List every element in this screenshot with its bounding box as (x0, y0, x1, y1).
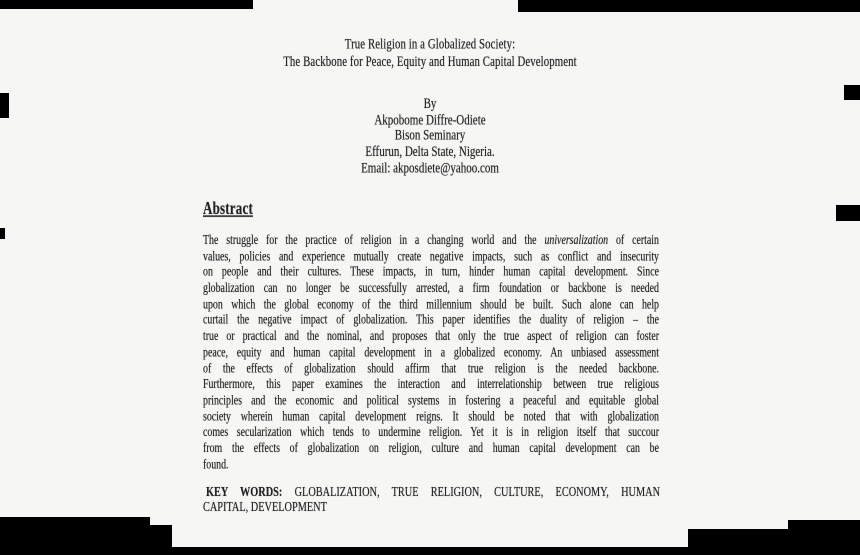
keywords-line1 (203, 485, 660, 500)
scan-edge-artifact-top-right (518, 0, 860, 12)
abstract-line: Furthermore, this paper examines the interaction and interrelationship between true religious (203, 377, 659, 393)
abstract-line: found. (203, 457, 229, 473)
author-block (0, 97, 860, 177)
keywords-block (203, 485, 660, 516)
abstract-line: values, policies and experience mutually create negative impacts, such as conflict and insecurity (203, 249, 659, 265)
keywords-list-part1: GLOBALIZATION, TRUE RELIGION, CULTURE, ECONOMY, HUMAN (282, 485, 661, 501)
abstract-line: principles and the economic and political systems in fostering a peaceful and equitable global (203, 393, 659, 409)
paper-title-line1: True Religion in a Globalized Society: (344, 36, 516, 53)
scan-edge-artifact-right-middle (836, 205, 860, 221)
abstract-heading: Abstract (203, 197, 253, 219)
scan-edge-artifact-bottom-right (688, 529, 860, 555)
paper-title (0, 36, 860, 70)
scan-edge-artifact-bottom-left (0, 517, 150, 555)
keywords-label: KEY WORDS: (206, 485, 283, 501)
byline: By (423, 95, 437, 113)
scan-edge-artifact-left-upper (0, 93, 9, 118)
author-location: Effurun, Delta State, Nigeria. (365, 143, 495, 161)
abstract-line: on people and their cultures. These impacts, in turn, hinder human capital development. Since (203, 265, 659, 281)
keywords-line2: CAPITAL, DEVELOPMENT (203, 500, 327, 516)
abstract-line: of the effects of globalization should affirm that true religion is the needed backbone. (203, 361, 659, 377)
scan-edge-artifact-right-upper (844, 85, 860, 100)
scan-edge-artifact-top-left (0, 0, 253, 9)
abstract-line: peace, equity and human capital development in a globalized economy. An unbiased assessment (203, 345, 659, 361)
scan-edge-artifact-bottom-strip (168, 547, 690, 555)
abstract-line: globalization can no longer be successfully arrested, a firm foundation or backbone is needed (203, 281, 659, 297)
scan-edge-artifact-left-middle (0, 228, 5, 239)
abstract-line: The struggle for the practice of religion in a changing world and the universalization of certain (203, 233, 659, 249)
abstract-line: curtail the negative impact of globalization. This paper identifies the duality of religion – the (203, 313, 659, 329)
abstract-line: true or practical and the nominal, and proposes that only the true aspect of religion can foster (203, 329, 659, 345)
abstract-line: comes secularization which tends to undermine religion. Yet it is in religion itself that succour (203, 425, 659, 441)
paper-title-line2: The Backbone for Peace, Equity and Human Capital Development (283, 53, 577, 70)
author-name: Akpobome Diffre-Odiete (374, 111, 486, 129)
abstract-line: upon which the global economy of the third millennium should be built. Such alone can help (203, 297, 659, 313)
author-institution: Bison Seminary (394, 127, 466, 145)
abstract-line: from the effects of globalization on religion, culture and human capital development can be (203, 441, 659, 457)
scan-edge-artifact-bottom-right-step (788, 520, 860, 530)
author-email: Email: akposdiete@yahoo.com (361, 159, 499, 177)
abstract-paragraph (203, 233, 659, 473)
abstract-line: society wherein human capital development reigns. It should be noted that with globalization (203, 409, 659, 425)
